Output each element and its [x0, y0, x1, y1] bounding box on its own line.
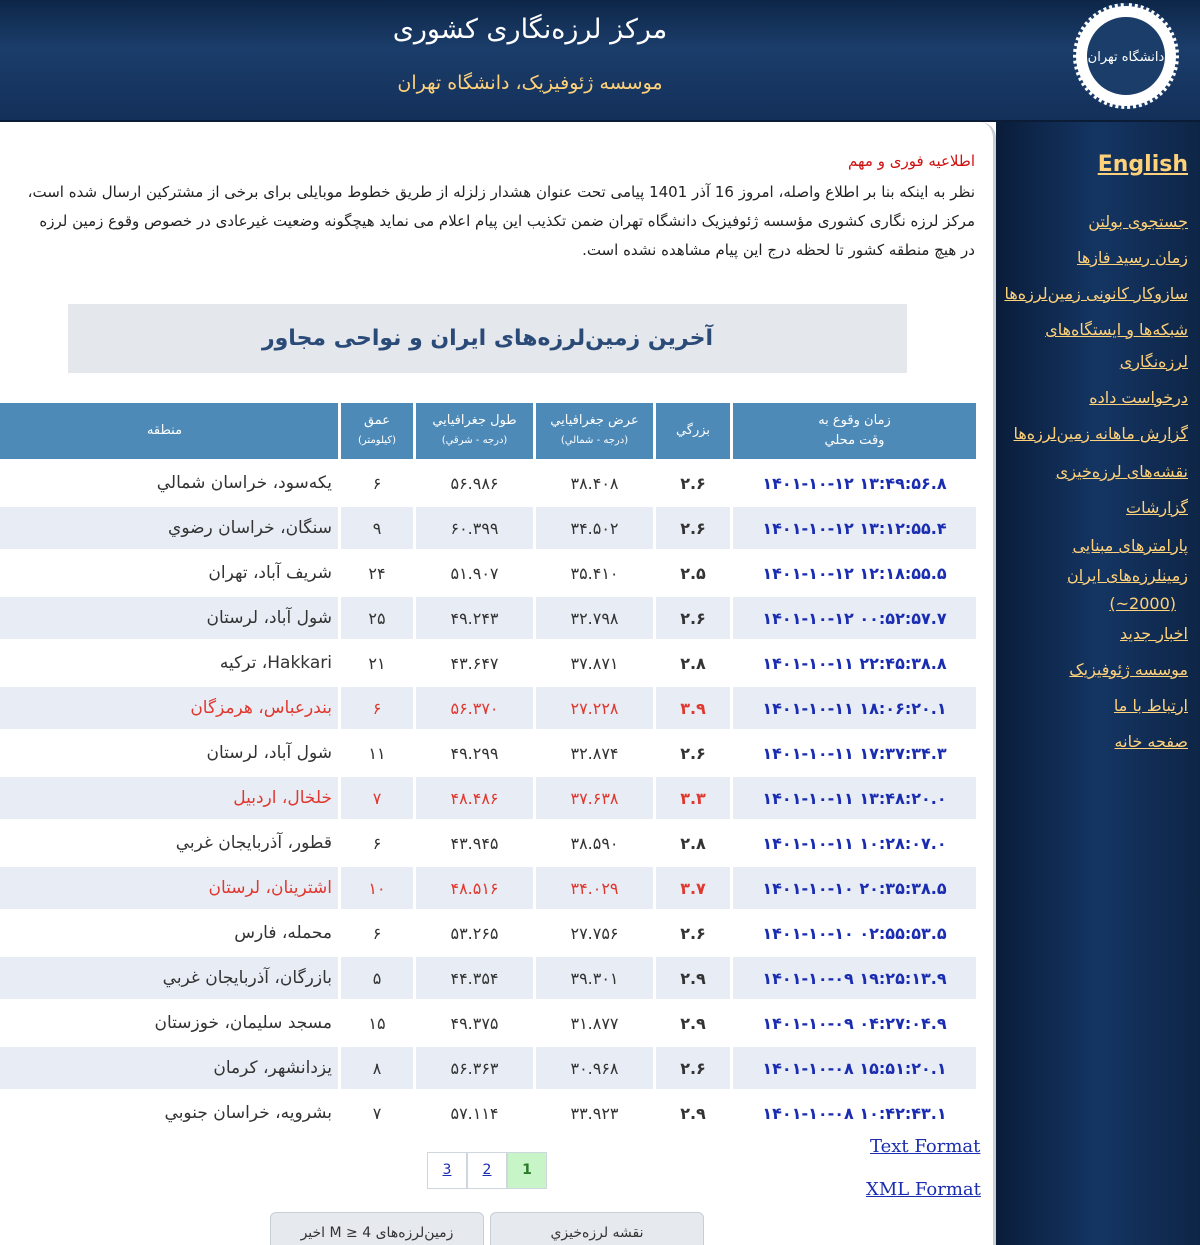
text-format-link[interactable]: Text Format [870, 1136, 981, 1157]
region-cell: محمله، فارس [234, 923, 332, 943]
latitude-cell: ۳۴.۰۲۹ [536, 867, 653, 909]
magnitude-cell: ۲.۶ [656, 1047, 730, 1089]
magnitude-cell: ۲.۵ [680, 563, 706, 583]
xml-format-link[interactable]: XML Format [866, 1179, 981, 1200]
depth-cell: ۶ [372, 473, 382, 493]
header-time-label: زمان وقوع به [818, 413, 891, 428]
header-lat-label: عرض جغرافيايي [550, 413, 639, 428]
time-cell[interactable]: ۱۴۰۱-۱۰-۰۸ ۱۵:۵۱:۲۰.۱ [733, 1047, 976, 1089]
site-title: مرکز لرزه‌نگاری کشوری [392, 14, 668, 45]
magnitude-cell: ۳.۹ [656, 687, 730, 729]
table-row [0, 462, 976, 504]
time-cell[interactable]: ۱۴۰۱-۱۰-۱۰ ۲۰:۳۵:۳۸.۵ [733, 867, 976, 909]
region-cell: مسجد سليمان، خوزستان [154, 1013, 332, 1033]
sidebar-link-parameters[interactable]: پارامترهای مبنایی [1072, 536, 1188, 555]
time-cell[interactable]: ۱۴۰۱-۱۰-۱۲ ۱۳:۱۲:۵۵.۴ [733, 507, 976, 549]
longitude-cell: ۵۶.۳۶۳ [416, 1047, 533, 1089]
region-cell: بندرعباس، هرمزگان [0, 687, 338, 729]
longitude-cell: ۴۳.۶۴۷ [450, 653, 499, 673]
time-cell[interactable]: ۱۴۰۱-۱۰-۱۲ ۱۲:۱۸:۵۵.۵ [762, 563, 947, 583]
time-cell[interactable]: ۱۴۰۱-۱۰-۰۹ ۰۴:۲۷:۰۴.۹ [762, 1013, 947, 1033]
page-3-link[interactable]: 3 [427, 1152, 467, 1189]
time-cell[interactable]: ۱۴۰۱-۱۰-۰۹ ۱۹:۲۵:۱۳.۹ [733, 957, 976, 999]
longitude-cell: ۶۰.۳۹۹ [416, 507, 533, 549]
longitude-cell: ۵۷.۱۱۴ [450, 1103, 499, 1123]
sidebar-link-home[interactable]: صفحه خانه [1114, 732, 1188, 751]
sidebar-link-bulletin-search[interactable]: جستجوی بولتن [1088, 212, 1188, 231]
sidebar-link-reports[interactable]: گزارشات [1126, 498, 1188, 517]
site-subtitle: موسسه ژئوفیزیک، دانشگاه تهران [397, 72, 663, 94]
earthquake-rows [0, 462, 976, 1134]
depth-cell: ۷ [341, 777, 413, 819]
time-cell[interactable]: ۱۴۰۱-۱۰-۱۰ ۰۲:۵۵:۵۳.۵ [762, 923, 947, 943]
depth-cell: ۱۱ [368, 743, 386, 763]
longitude-cell: ۴۳.۹۴۵ [450, 833, 499, 853]
region-cell: قطور، آذربايجان غربي [175, 833, 332, 853]
region-cell: يزدانشهر، کرمان [0, 1047, 338, 1089]
depth-cell: ۲۱ [368, 653, 386, 673]
magnitude-cell: ۲.۶ [680, 743, 706, 763]
sidebar-link-parameters-3[interactable]: (2000~) [1109, 594, 1176, 613]
longitude-cell: ۵۳.۲۶۵ [450, 923, 499, 943]
table-row [0, 597, 976, 639]
magnitude-cell: ۳.۳ [656, 777, 730, 819]
depth-cell: ۷ [372, 1103, 382, 1123]
latitude-cell: ۲۷.۲۲۸ [536, 687, 653, 729]
longitude-cell: ۵۶.۹۸۶ [450, 473, 499, 493]
notice-title: اطلاعیه فوری و مهم [848, 152, 975, 170]
latitude-cell: ۳۴.۵۰۲ [536, 507, 653, 549]
table-row [0, 552, 976, 594]
time-cell[interactable]: ۱۴۰۱-۱۰-۱۱ ۱۷:۳۷:۳۴.۳ [762, 743, 947, 763]
time-cell[interactable]: ۱۴۰۱-۱۰-۱۱ ۱۸:۰۶:۲۰.۱ [733, 687, 976, 729]
magnitude-cell: ۲.۹ [680, 1103, 706, 1123]
header-lon [416, 403, 533, 459]
depth-cell: ۹ [341, 507, 413, 549]
magnitude-cell: ۲.۹ [680, 1013, 706, 1033]
table-row [0, 957, 976, 999]
latitude-cell: ۳۱.۸۷۷ [570, 1013, 619, 1033]
sidebar-link-institute[interactable]: موسسه ژئوفیزیک [1069, 660, 1188, 679]
table-row [0, 642, 976, 684]
region-cell: شول آباد، لرستان [206, 743, 332, 763]
sidebar-link-contact[interactable]: ارتباط با ما [1113, 696, 1188, 715]
sidebar-link-english[interactable]: English [1097, 152, 1188, 177]
depth-cell: ۲۵ [341, 597, 413, 639]
site-header [0, 0, 1200, 122]
section-title: آخرین زمین‌لرزه‌های ایران و نواحی مجاور [68, 304, 907, 373]
latitude-cell: ۳۲.۷۹۸ [536, 597, 653, 639]
magnitude-cell: ۲.۸ [680, 833, 706, 853]
latitude-cell: ۳۹.۳۰۱ [536, 957, 653, 999]
region-cell: Hakkari، ترکيه [219, 653, 332, 673]
longitude-cell: ۵۱.۹۰۷ [450, 563, 499, 583]
table-row [0, 822, 976, 864]
region-cell: شريف آباد، تهران [208, 563, 332, 583]
region-cell: خلخال، اردبيل [0, 777, 338, 819]
depth-cell: ۱۵ [368, 1013, 386, 1033]
pagination [427, 1152, 547, 1189]
magnitude-cell: ۲.۶ [680, 923, 706, 943]
magnitude-cell: ۳.۷ [656, 867, 730, 909]
table-header-row [0, 403, 976, 459]
region-cell: سنگان، خراسان رضوي [0, 507, 338, 549]
table-row [0, 1047, 976, 1089]
table-row [0, 867, 976, 909]
sidebar-link-data-request[interactable]: درخواست داده [1089, 388, 1188, 407]
sidebar-link-phase-arrival[interactable]: زمان رسید فازها [1076, 248, 1188, 267]
sidebar-link-networks-2[interactable]: لرزه‌نگاری [1119, 352, 1188, 371]
latitude-cell: ۲۷.۷۵۶ [570, 923, 619, 943]
region-cell: شول آباد، لرستان [0, 597, 338, 639]
latitude-cell: ۳۷.۶۳۸ [536, 777, 653, 819]
header-depth-sub: (کيلومتر) [358, 435, 396, 446]
sidebar-link-networks[interactable]: شبکه‌ها و ایستگاه‌های [1045, 320, 1188, 339]
table-row [0, 687, 976, 729]
notice-line: در هیچ منطقه کشور تا لحظه درج این پیام مشاهده نشده است. [582, 241, 975, 259]
university-logo[interactable] [1073, 3, 1179, 109]
longitude-cell: ۴۹.۲۹۹ [450, 743, 499, 763]
header-lat-sub: (درجه - شمالي) [560, 435, 629, 446]
latitude-cell: ۳۳.۹۲۳ [570, 1103, 619, 1123]
longitude-cell: ۵۶.۳۷۰ [416, 687, 533, 729]
depth-cell: ۲۴ [368, 563, 386, 583]
header-mag: بزرگي [656, 403, 730, 459]
table-row [0, 1002, 976, 1044]
page-1-current[interactable]: 1 [507, 1152, 547, 1189]
latitude-cell: ۳۵.۴۱۰ [570, 563, 619, 583]
page-2-link[interactable]: 2 [467, 1152, 507, 1189]
header-lon-sub: (درجه - شرقي) [441, 435, 508, 446]
latitude-cell: ۳۸.۴۰۸ [570, 473, 619, 493]
depth-cell: ۶ [372, 833, 382, 853]
depth-cell: ۶ [372, 923, 382, 943]
seismicity-map-button[interactable]: نقشه لرزه‌خيزي [490, 1212, 704, 1245]
header-time-sub: وقت محلي [824, 433, 885, 448]
latitude-cell: ۳۸.۵۹۰ [570, 833, 619, 853]
header-time [733, 403, 976, 459]
region-cell: اشترينان، لرستان [0, 867, 338, 909]
sidebar-link-seismicity-maps[interactable]: نقشه‌های لرزه‌خیزی [1055, 462, 1188, 481]
header-lat [536, 403, 653, 459]
depth-cell: ۸ [341, 1047, 413, 1089]
latitude-cell: ۳۲.۸۷۴ [570, 743, 619, 763]
magnitude-cell: ۲.۹ [656, 957, 730, 999]
depth-cell: ۵ [341, 957, 413, 999]
sidebar-link-parameters-2[interactable]: زمینلرزه‌های ایران [1066, 566, 1188, 585]
depth-cell: ۶ [341, 687, 413, 729]
table-row [0, 1092, 976, 1134]
latitude-cell: ۳۷.۸۷۱ [570, 653, 619, 673]
time-cell[interactable]: ۱۴۰۱-۱۰-۱۱ ۲۲:۴۵:۳۸.۸ [762, 653, 947, 673]
time-cell[interactable]: ۱۴۰۱-۱۰-۱۱ ۱۰:۲۸:۰۷.۰ [762, 833, 947, 853]
main-content [0, 122, 996, 1245]
longitude-cell: ۴۸.۵۱۶ [416, 867, 533, 909]
depth-cell: ۱۰ [341, 867, 413, 909]
sidebar-link-focal-mechanism[interactable]: سازوکار کانونی زمین‌لرزه‌ها [1004, 284, 1188, 303]
sidebar-link-news[interactable]: اخبار جدید [1120, 624, 1188, 643]
table-row [0, 912, 976, 954]
region-cell: بازرگان، آذربايجان غربي [0, 957, 338, 999]
table-row [0, 777, 976, 819]
header-region: منطقه [0, 403, 338, 459]
longitude-cell: ۴۹.۲۴۳ [416, 597, 533, 639]
sidebar-link-monthly-report[interactable]: گزارش ماهانه زمین‌لرزه‌ها [1013, 424, 1188, 443]
magnitude-cell: ۲.۶ [680, 473, 706, 493]
time-cell[interactable]: ۱۴۰۱-۱۰-۱۲ ۱۳:۴۹:۵۶.۸ [762, 473, 947, 493]
longitude-cell: ۴۹.۳۷۵ [450, 1013, 499, 1033]
logo-text: دانشگاه تهران [1085, 15, 1167, 97]
header-depth [341, 403, 413, 459]
table-row [0, 732, 976, 774]
header-depth-label: عمق [363, 413, 391, 428]
recent-m4-button[interactable]: زمين‌لرزه‌های M ≥ 4 اخير [270, 1212, 484, 1245]
magnitude-cell: ۲.۶ [656, 597, 730, 639]
latitude-cell: ۳۰.۹۶۸ [536, 1047, 653, 1089]
longitude-cell: ۴۸.۴۸۶ [416, 777, 533, 819]
time-cell[interactable]: ۱۴۰۱-۱۰-۱۲ ۰۰:۵۲:۵۷.۷ [733, 597, 976, 639]
time-cell[interactable]: ۱۴۰۱-۱۰-۰۸ ۱۰:۴۲:۴۳.۱ [762, 1103, 947, 1123]
notice-body [0, 178, 975, 265]
magnitude-cell: ۲.۶ [656, 507, 730, 549]
earthquake-table [0, 400, 979, 1137]
region-cell: يکه‌سود، خراسان شمالي [156, 473, 332, 493]
notice-line: نظر به اینکه بنا بر اطلاع واصله، امروز 16 آذر 1401 پیامی تحت عنوان هشدار زلزله از طریق خطوط موبایلی برای برخی از مشترکین ارسال شده است، [27, 183, 975, 201]
longitude-cell: ۴۴.۳۵۴ [416, 957, 533, 999]
time-cell[interactable]: ۱۴۰۱-۱۰-۱۱ ۱۳:۴۸:۲۰.۰ [733, 777, 976, 819]
notice-line: مرکز لرزه نگاری کشوری مؤسسه ژئوفیزیک دانشگاه تهران ضمن تکذیب این پیام اعلام می نماید هیچگونه وضعیت غیرعادی در خصوص وقوع زمین لرزه [39, 212, 975, 230]
sidebar-nav [996, 122, 1200, 1245]
magnitude-cell: ۲.۸ [680, 653, 706, 673]
table-row [0, 507, 976, 549]
region-cell: بشرويه، خراسان جنوبي [164, 1103, 332, 1123]
header-lon-label: طول جغرافيايي [432, 413, 517, 428]
